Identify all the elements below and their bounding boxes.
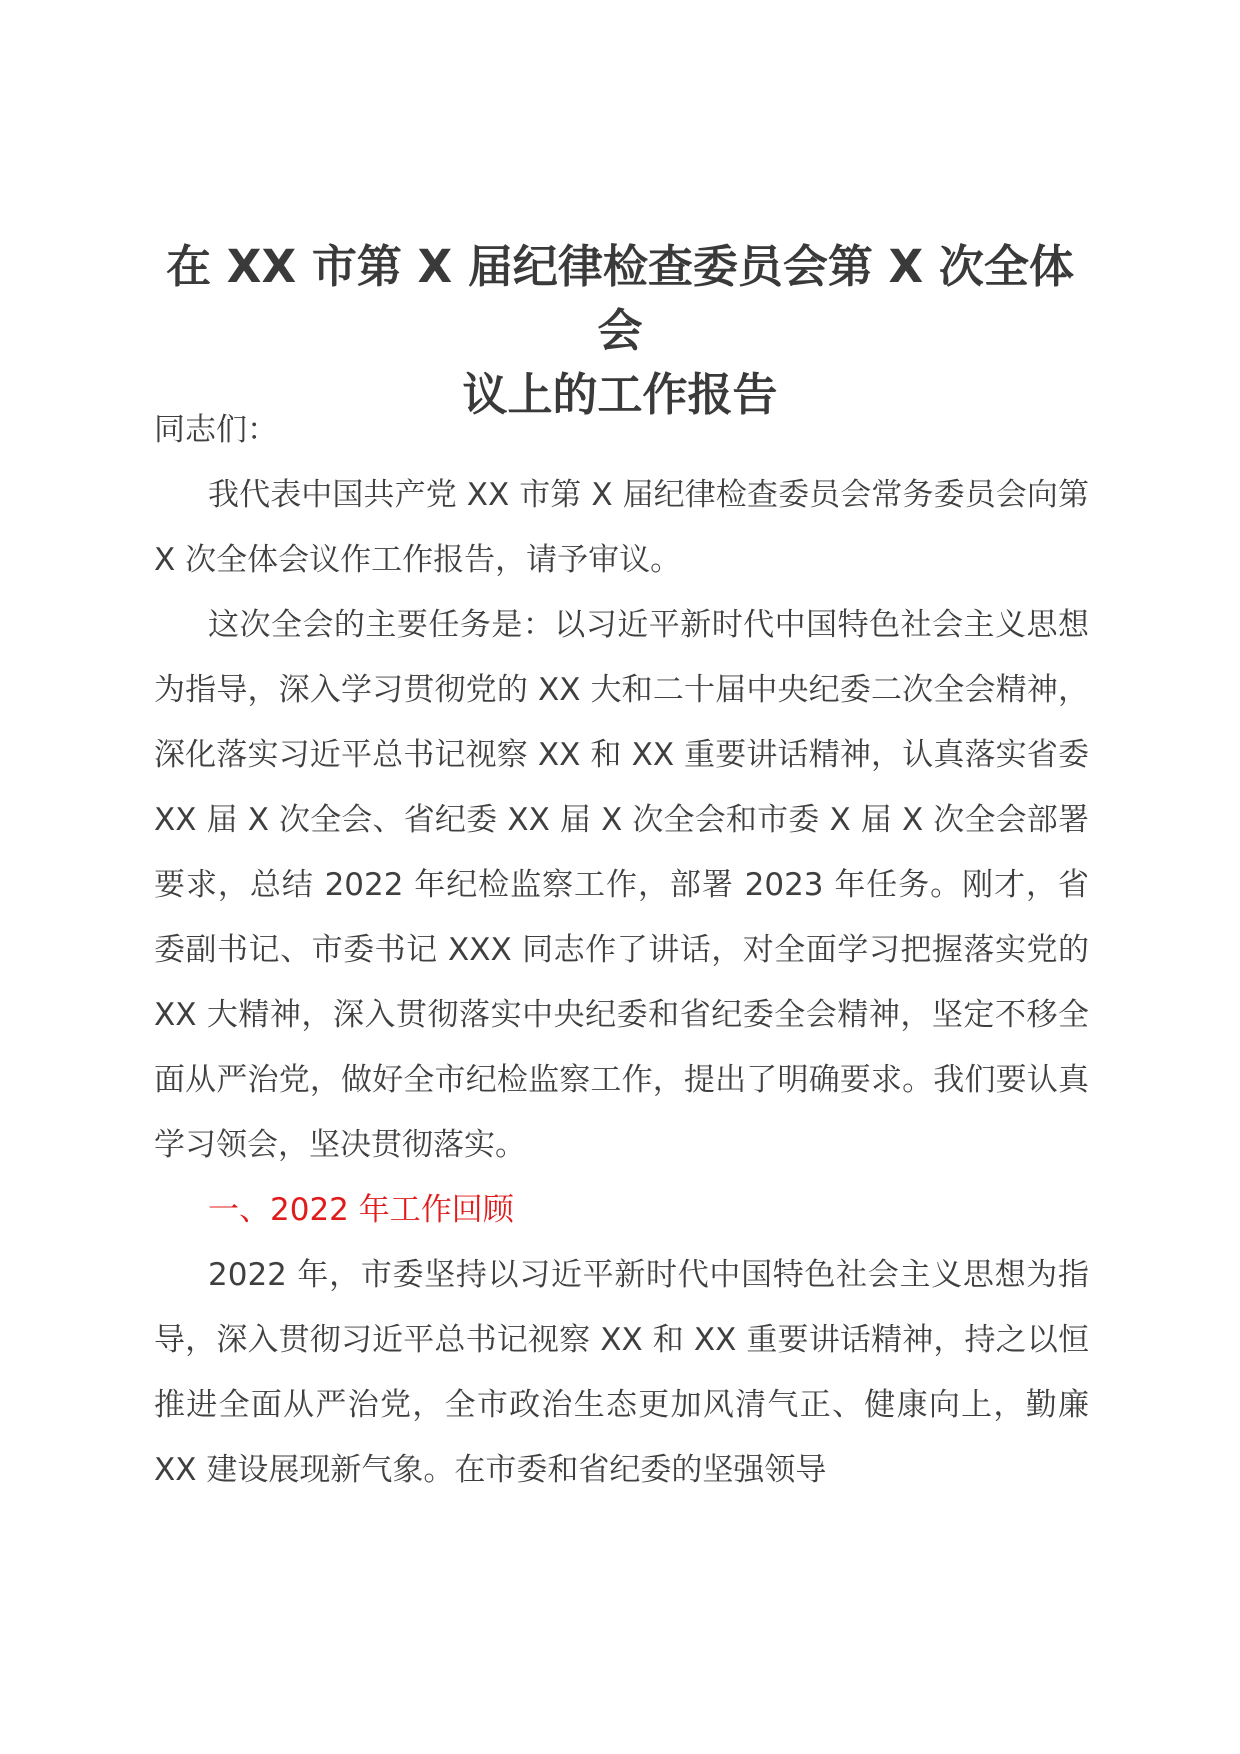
section-paragraph: 2022 年，市委坚持以习近平新时代中国特色社会主义思想为指导，深入贯彻习近平总书记视察 XX 和 XX 重要讲话精神，持之以恒推进全面从严治党，全市政治生态更加风清气正、健康向上，勤廉 XX 建设展现新气象。在市委和省纪委的坚强领导 (154, 1257, 1089, 1488)
title-line-2: 议上的工作报告 (462, 368, 778, 421)
salutation: 同志们： (154, 412, 278, 448)
title-line-1: 在 XX 市第 X 届纪律检查委员会第 X 次全体会 (166, 240, 1074, 357)
paragraph-main-task: 这次全会的主要任务是：以习近平新时代中国特色社会主义思想为指导，深入学习贯彻党的 XX 大和二十届中央纪委二次全会精神，深化落实习近平总书记视察 XX 和 XX 重要讲话精神，认真落实省委 XX 届 X 次全会、省纪委 XX 届 X 次全会和市委 X 届 X 次全会部署要求，总结 2022 年纪检监察工作，部署 2023 年任务。刚才，省委副书记、市委书记 XXX 同志作了讲话，对全面学习把握落实党的 XX 大精神，深入贯彻落实中央纪委和省纪委全会精神，坚定不移全面从严治党，做好全市纪检监察工作，提出了明确要求。我们要认真学习领会，坚决贯彻落实。 (154, 607, 1089, 1163)
section-heading: 一、2022 年工作回顾 (208, 1192, 514, 1228)
document-body (154, 398, 1089, 1503)
paragraph-intro: 我代表中国共产党 XX 市第 X 届纪律检查委员会常务委员会向第 X 次全体会议作工作报告，请予审议。 (154, 477, 1089, 578)
